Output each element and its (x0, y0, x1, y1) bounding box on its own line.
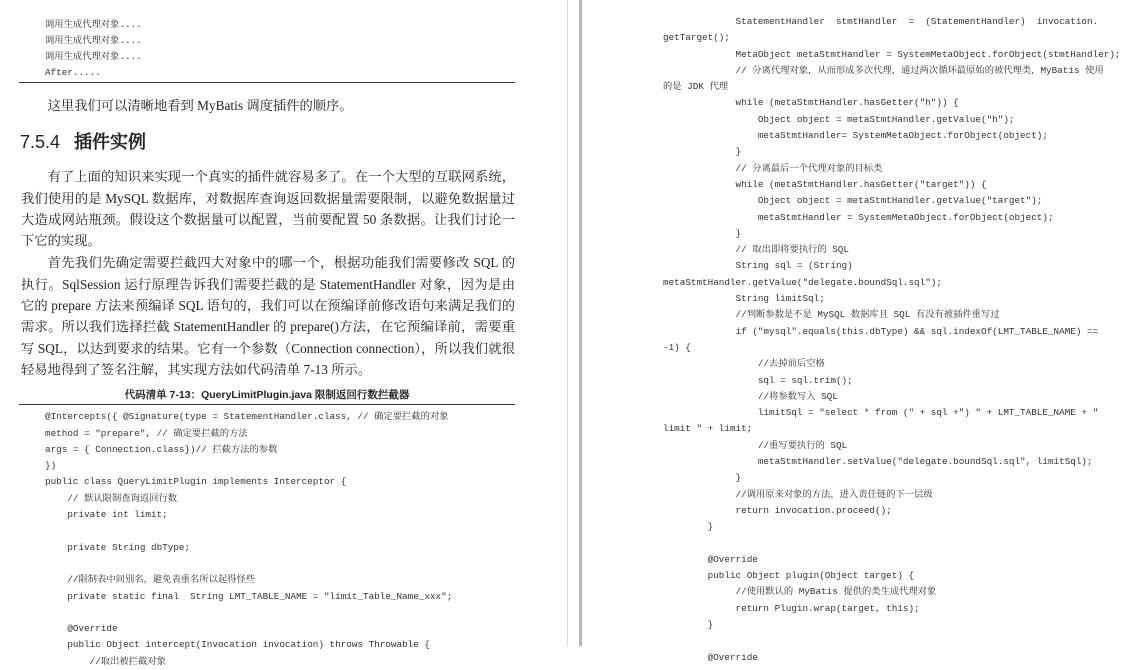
code-line: //使用默认的 MyBatis 提供的类生成代理对象 (663, 586, 937, 598)
output-bottom-rule (19, 82, 515, 83)
output-line: 调用生成代理对象.... (45, 35, 142, 46)
paragraph-approach: 首先我们先确定需要拦截四大对象中的哪一个，根据功能我们需要修改 SQL 的执行。SqlSession 运行原理告诉我们需要拦截的是 StatementHandler 对象，因为是由它的 prepare 方法来预编译 SQL 语句的，我们可以在预编译前修改语句来满足我们的需求。所以我们选择拦截 StatementHandler 的 prepare()方法，在它预编译前，需要重写 SQL，以达到要求的结果。它有一个参数（Connection connection），所以我们就很轻易地得到了签名注解，其实现方法如代码清单 7-13 所示。 (21, 255, 515, 377)
left-page (0, 0, 566, 670)
code-line: method = "prepare", // 确定要拦截的方法 (45, 427, 248, 439)
code-line: //取出被拦截对象 (45, 655, 166, 667)
section-number: 7.5.4 (20, 132, 61, 153)
code-line: @Override (663, 553, 758, 565)
output-line: After..... (45, 67, 101, 78)
code-line: limit " + limit; (663, 423, 753, 435)
code-line: sql = sql.trim(); (663, 374, 853, 386)
page-gutter-line (567, 0, 568, 646)
paragraph-plugin-order: 这里我们可以清晰地看到 MyBatis 调度插件的顺序。 (47, 98, 353, 113)
code-line: Object object = metaStmtHandler.getValue("target"); (663, 195, 1043, 207)
code-line: } (663, 227, 742, 239)
right-page (582, 0, 1135, 666)
code-listing-left (19, 409, 515, 670)
code-line: MetaObject metaStmtHandler = SystemMetaObject.forObject(stmtHandler); (663, 48, 1121, 60)
code-line (663, 633, 1131, 649)
code-listing-right (663, 14, 1131, 666)
section-title: 插件实例 (74, 132, 147, 153)
code-line: return Plugin.wrap(target, this); (663, 602, 920, 614)
code-line: //判断参数是不是 MySQL 数据库且 SQL 有没有被插件重写过 (663, 309, 1000, 321)
code-line: @Override (45, 623, 118, 635)
code-line: getTarget(); (663, 32, 730, 44)
code-line: public Object intercept(Invocation invocation) throws Throwable { (45, 639, 430, 651)
code-line: } (663, 521, 714, 533)
code-line: // 分离代理对象，从而形成多次代理，通过两次循环最原始的被代理类，MyBatis 使用 (663, 64, 1104, 76)
code-line: private static final String LMT_TABLE_NAME = "limit_Table_Name_xxx"; (45, 590, 453, 602)
code-line: while (metaStmtHandler.hasGetter("h")) { (663, 97, 959, 109)
code-line: String sql = (String) metaStmtHandler.getValue("delegate.boundSql.sql"); (663, 260, 942, 288)
code-line: while (metaStmtHandler.hasGetter("target")) { (663, 178, 987, 190)
code-line: 的是 JDK 代理 (663, 81, 729, 93)
code-line: -1) { (663, 341, 691, 353)
code-line: //限制表中间别名，避免表重名所以起得怪些 (45, 574, 256, 586)
code-line: @Intercepts({ @Signature(type = StatementHandler.class, // 确定要拦截的对象 (45, 411, 449, 423)
code-line: //调用原来对象的方法，进入责任链的下一层级 (663, 488, 933, 500)
code-line: } (663, 472, 742, 484)
section-heading (20, 130, 515, 154)
code-line: //去掉前后空格 (663, 358, 825, 370)
code-line: // 分离最后一个代理对象的目标类 (663, 162, 883, 174)
code-line: metaStmtHandler= SystemMetaObject.forObject(object); (663, 130, 1048, 142)
code-line: metaStmtHandler = SystemMetaObject.forObject(object); (663, 211, 1054, 223)
code-line: limitSql = "select * from (" + sql +") " + LMT_TABLE_NAME + " (663, 407, 1099, 419)
code-line: // 默认限制查询返回行数 (45, 492, 178, 504)
code-line: if ("mysql".equals(this.dbType) && sql.indexOf(LMT_TABLE_NAME) == (663, 325, 1099, 337)
paragraph-intro: 有了上面的知识来实现一个真实的插件就容易多了。在一个大型的互联网系统，我们使用的是 MySQL 数据库，对数据库查询返回数据量需要限制，以避免数据量过大造成网站瓶颈。假设这个数据量可以配置，当前要配置 50 条数据。让我们讨论一下它的实现。 (21, 169, 515, 249)
code-line (663, 536, 1131, 552)
code-line: //重写要执行的 SQL (663, 439, 848, 451)
code-line: private int limit; (45, 509, 168, 521)
code-line (45, 605, 515, 621)
code-line: @Override (663, 651, 758, 663)
listing-top-rule (19, 404, 515, 405)
code-line: private String dbType; (45, 541, 191, 553)
code-line: } (663, 618, 714, 630)
code-line: metaStmtHandler.setValue("delegate.boundSql.sql", limitSql); (663, 456, 1093, 468)
code-line: Object object = metaStmtHandler.getValue("h"); (663, 113, 1015, 125)
code-line: // 取出即将要执行的 SQL (663, 244, 849, 256)
code-line (45, 523, 515, 539)
code-line: StatementHandler stmtHandler = (StatementHandler) invocation. (663, 16, 1099, 27)
code-line: public class QueryLimitPlugin implements Interceptor { (45, 476, 347, 488)
code-line: return invocation.proceed(); (663, 504, 892, 516)
output-line: 调用生成代理对象.... (45, 51, 142, 62)
code-line: //将参数写入 SQL (663, 390, 838, 402)
code-line (45, 556, 515, 572)
code-line: }) (45, 460, 57, 472)
code-line: String limitSql; (663, 293, 825, 305)
code-line: args = { Connection.class})// 拦截方法的参数 (45, 443, 278, 455)
code-line: public Object plugin(Object target) { (663, 570, 915, 582)
listing-caption: 代码清单 7-13：QueryLimitPlugin.java 限制返回行数拦截器 (124, 389, 410, 402)
code-line: } (663, 146, 742, 158)
output-line: 调用生成代理对象.... (45, 19, 142, 30)
